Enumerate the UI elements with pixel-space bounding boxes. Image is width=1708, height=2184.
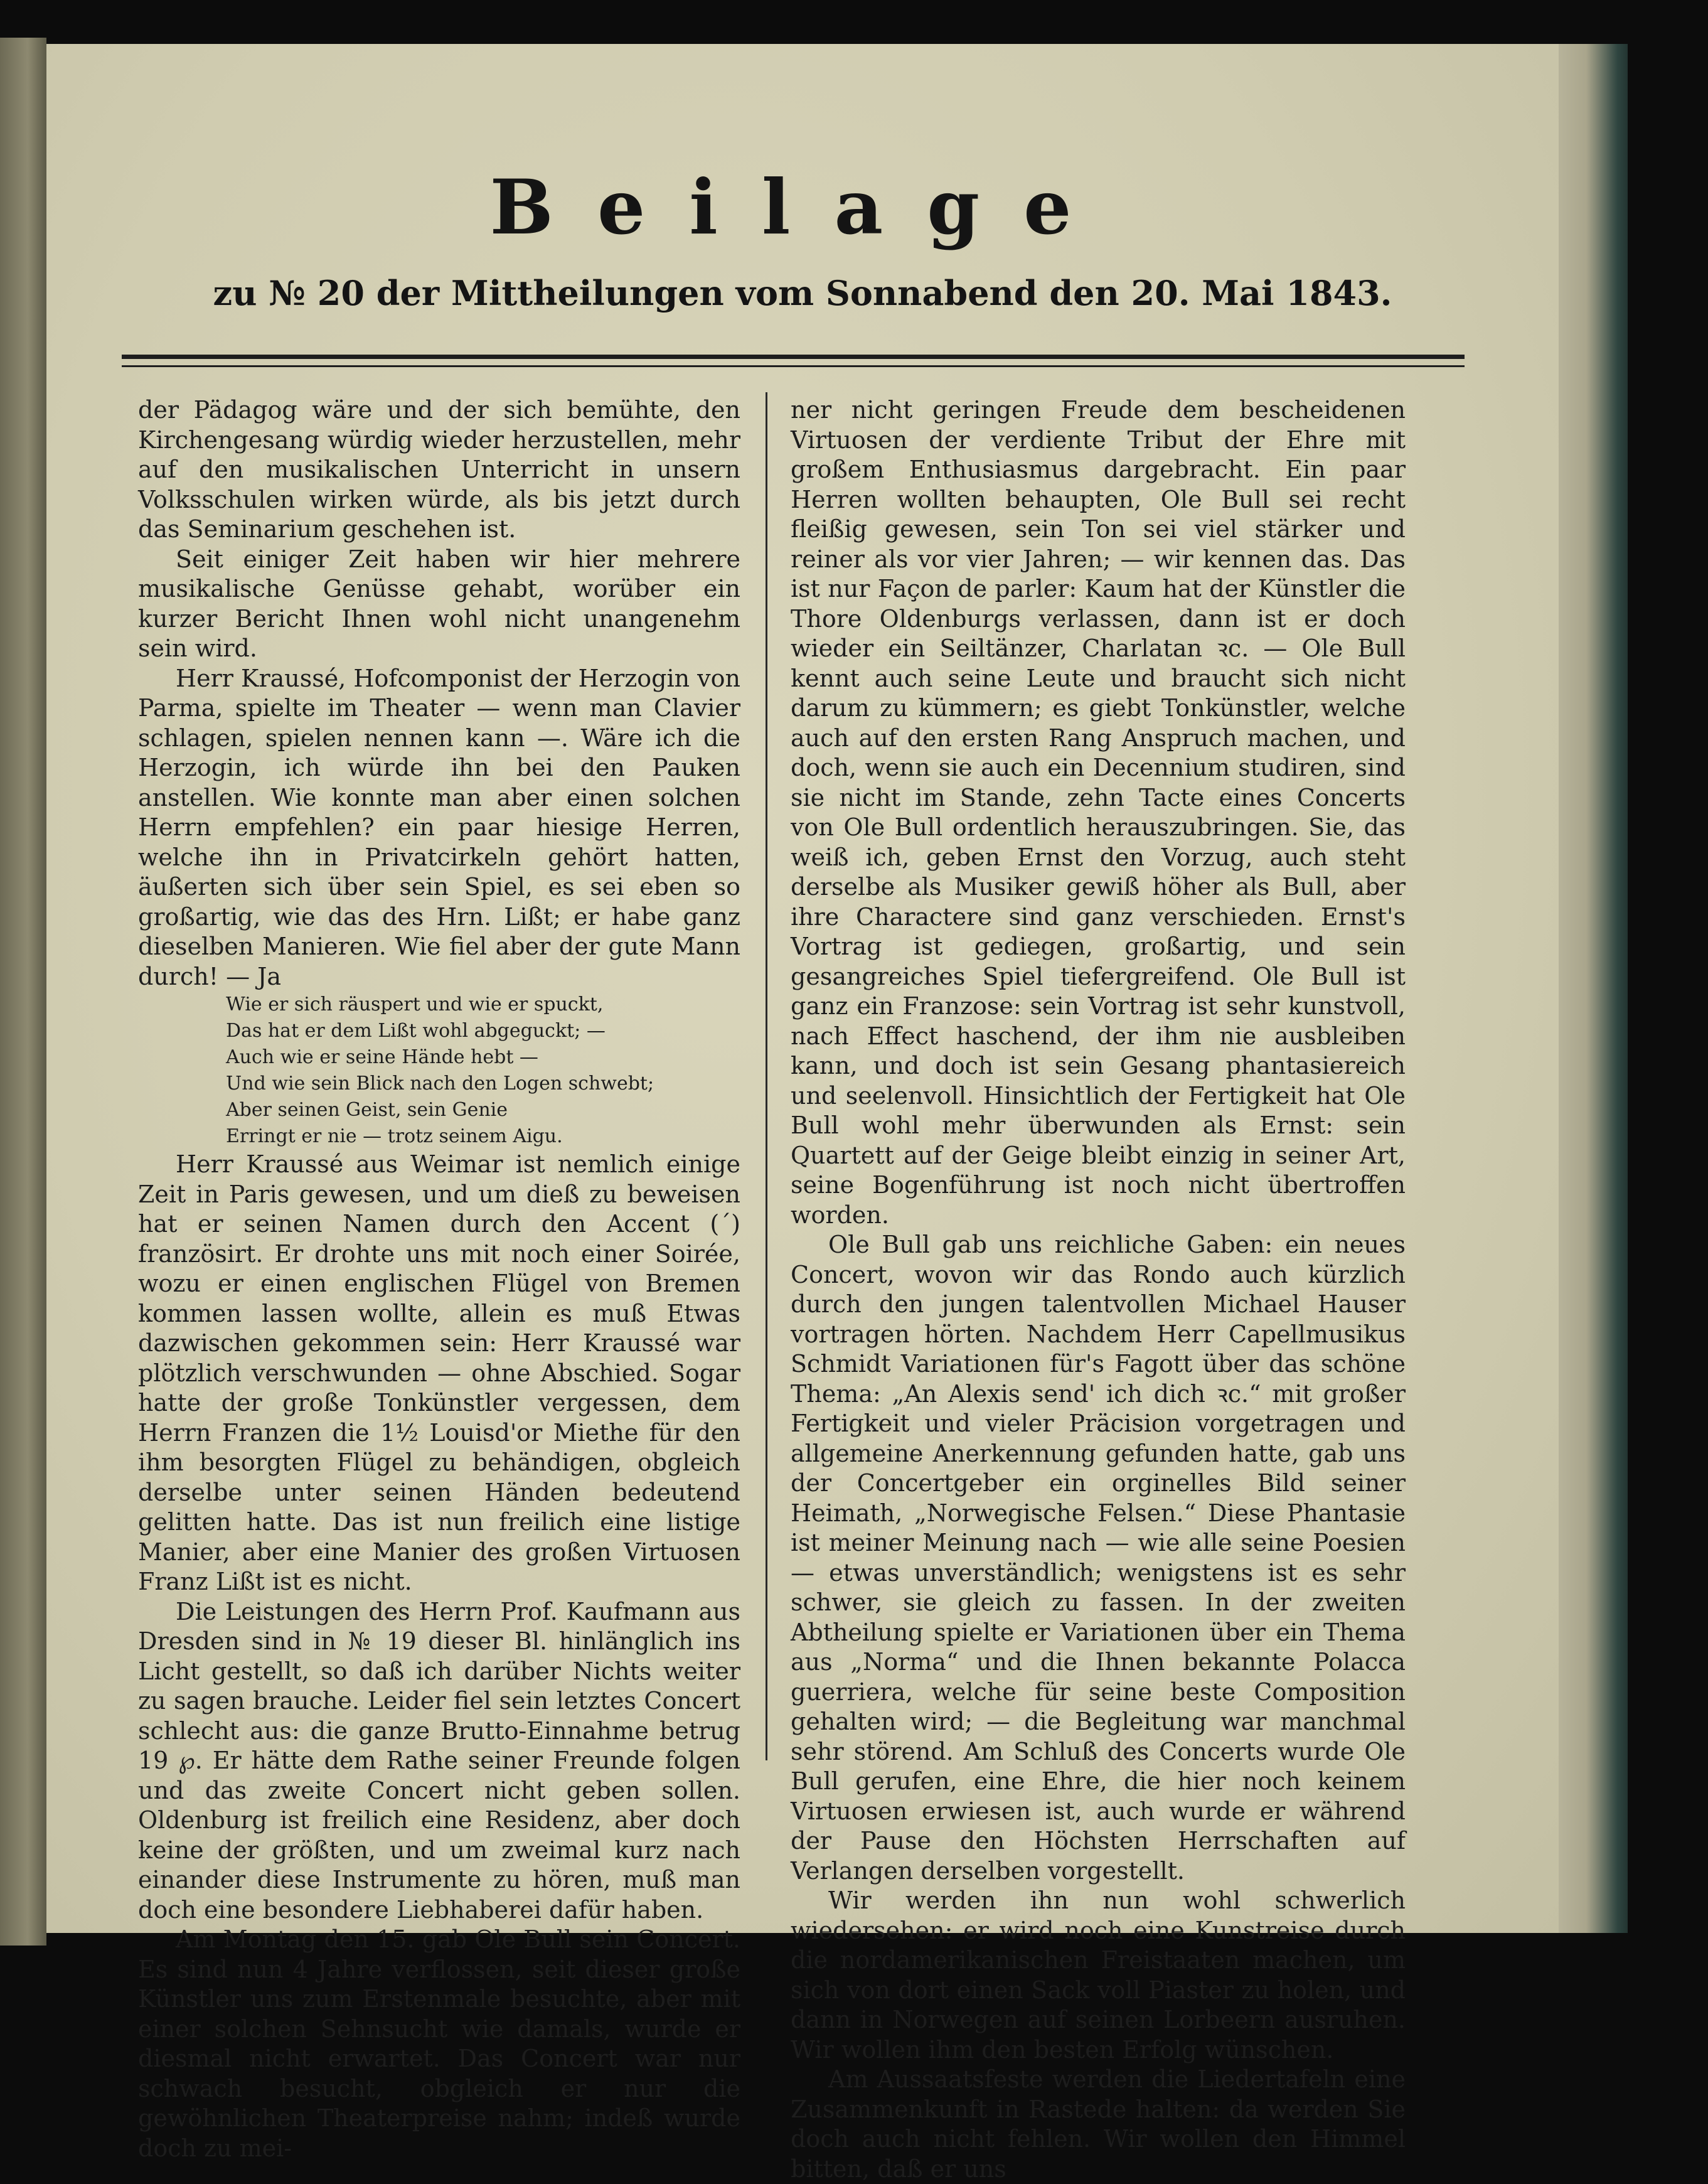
adjacent-page-edge xyxy=(0,38,46,1946)
poem-line: Auch wie er seine Hände hebt — xyxy=(226,1046,538,1068)
column-divider xyxy=(766,392,767,1760)
paragraph: ner nicht geringen Freude dem bescheidenen Virtuosen der verdiente Tribut der Ehre mit großem Enthusiasmus dargebracht. Ein paar Herren wollten behaupten, Ole Bull sei recht fleißig gewesen, sein Ton sei viel stärker und reiner als vor vier Jahren; — wir kennen das. Das ist nur Façon de parler: Kaum hat der Künstler die Thore Oldenburgs verlassen, dann ist er doch wieder ein Seiltänzer, Charlatan ꝛc. — Ole Bull kennt auch seine Leute und braucht sich nicht darum zu kümmern; es giebt Tonkünstler, welche auch auf den ersten Rang Anspruch machen, und doch, wenn sie auch ein Decennium studiren, sind sie nicht im Stande, zehn Tacte eines Concerts von Ole Bull ordentlich herauszubringen. Sie, das weiß ich, geben Ernst den Vorzug, auch steht derselbe als Musiker gewiß höher als Bull, aber ihre Charactere sind ganz verschieden. Ernst's Vortrag ist gediegen, großartig, und sein gesangreiches Spiel tiefergreifend. Ole Bull ist ganz ein Franzose: sein Vortrag ist sehr kunstvoll, nach Effect haschend, der ihm nie ausbleiben kann, und doch ist sein Gesang phantasiereich und seelenvoll. Hinsichtlich der Fertigkeit hat Ole Bull wohl mehr überwunden als Ernst: sein Quartett auf der Geige bleibt einzig in seiner Art, seine Bogenführung ist noch nicht übertroffen worden. xyxy=(791,396,1406,1229)
newspaper-page xyxy=(46,44,1559,2183)
paragraph: Herr Kraussé, Hofcomponist der Herzogin von Parma, spielte im Theater — wenn man Clavier schlagen, spielen nennen kann —. Wäre ich die Herzogin, ich würde ihn bei den Pauken anstellen. Wie konnte man aber einen solchen Herrn empfehlen? ein paar hiesige Herren, welche ihn in Privatcirkeln gehört hatten, äußerten sich über sein Spiel, es sei eben so großartig, wie das des Hrn. Lißt; er habe ganz dieselben Manieren. Wie fiel aber der gute Mann durch! — Ja xyxy=(138,664,740,990)
paragraph: Die Leistungen des Herrn Prof. Kaufmann aus Dresden sind in № 19 dieser Bl. hinlänglich ins Licht gestellt, so daß ich darüber Nichts weiter zu sagen brauche. Leider fiel sein letztes Concert schlecht aus: die ganze Brutto-Einnahme betrug 19 ℘. Er hätte dem Rathe seiner Freunde folgen und das zweite Concert nicht geben sollen. Oldenburg ist freilich eine Residenz, aber doch keine der größten, und um zweimal kurz nach einander diese Instrumente zu hören, muß man doch eine besondere Liebhaberei dafür haben. xyxy=(138,1597,740,1924)
right-column xyxy=(791,395,1406,2184)
poem-line: Das hat er dem Lißt wohl abgeguckt; — xyxy=(226,1020,606,1042)
poem-block xyxy=(138,992,740,1150)
paragraph: Wir werden ihn nun wohl schwerlich wiedersehen: er wird noch eine Kunstreise durch die nordamerikanischen Freistaaten machen, um sich von dort einen Sack voll Piaster zu holen, und dann in Norwegen auf seinen Lorbeern ausruhen. Wir wollen ihm den besten Erfolg wünschen. xyxy=(791,1887,1406,2064)
poem-line: Wie er sich räuspert und wie er spuckt, xyxy=(226,993,604,1015)
paragraph: Herr Kraussé aus Weimar ist nemlich einige Zeit in Paris gewesen, und um dieß zu beweisen hat er seinen Namen durch den Accent (´) französirt. Er drohte uns mit noch einer Soirée, wozu er einen englischen Flügel von Bremen kommen lassen wollte, allein es muß Etwas dazwischen gekommen sein: Herr Kraussé war plötzlich verschwunden — ohne Abschied. Sogar hatte der große Tonkünstler vergessen, dem Herrn Franzen die 1½ Louisd'or Miethe für den ihm besorgten Flügel zu behändigen, obgleich derselbe unter seinen Händen bedeutend gelitten hatte. Das ist nun freilich eine listige Manier, aber eine Manier des großen Virtuosen Franz Lißt ist es nicht. xyxy=(138,1150,740,1595)
poem-line: Aber seinen Geist, sein Genie xyxy=(226,1099,508,1121)
left-column xyxy=(138,395,740,2163)
paragraph: Seit einiger Zeit haben wir hier mehrere musikalische Genüsse gehabt, worüber ein kurzer Bericht Ihnen wohl nicht unangenehm sein wird. xyxy=(138,545,740,662)
paragraph: Am Aussaatsfeste werden die Liedertafeln eine Zusammenkunft in Rastede halten: da werden Sie doch auch nicht fehlen. Wir wollen den Himmel bitten, daß er uns xyxy=(791,2065,1406,2183)
masthead-title: Beilage xyxy=(489,163,1116,252)
masthead-rule-thick xyxy=(122,355,1465,359)
masthead-subtitle: zu № 20 der Mittheilungen vom Sonnabend den 20. Mai 1843. xyxy=(213,273,1392,313)
paragraph: der Pädagog wäre und der sich bemühte, den Kirchengesang würdig wieder herzustellen, mehr auf den musikalischen Unterricht in unsern Volksschulen wirken würde, als bis jetzt durch das Seminarium geschehen ist. xyxy=(138,396,740,543)
poem-line: Und wie sein Blick nach den Logen schwebt; xyxy=(226,1073,654,1095)
masthead-rule-thin xyxy=(122,365,1465,367)
paragraph: Am Montag den 15. gab Ole Bull sein Concert. Es sind nun 4 Jahre verflossen, seit dieser große Künstler uns zum Erstenmale besuchte, aber mit einer solchen Sehnsucht wie damals, wurde er diesmal nicht erwartet. Das Concert war nur schwach besucht, obgleich er nur die gewöhnlichen Theaterpreise nahm; indeß wurde doch zu mei- xyxy=(138,1925,740,2162)
paragraph: Ole Bull gab uns reichliche Gaben: ein neues Concert, wovon wir das Rondo auch kürzlich durch den jungen talentvollen Michael Hauser vortragen hörten. Nachdem Herr Capellmusikus Schmidt Variationen für's Fagott über das schöne Thema: „An Alexis send' ich dich ꝛc.“ mit großer Fertigkeit und vieler Präcision vorgetragen und allgemeine Anerkennung gefunden hatte, gab uns der Concertgeber ein orginelles Bild seiner Heimath, „Norwegische Felsen.“ Diese Phantasie ist meiner Meinung nach — wie alle seine Poesien — etwas unverständlich; wenigstens ist es sehr schwer, sie gleich zu fassen. In der zweiten Abtheilung spielte er Variationen über ein Thema aus „Norma“ und die Ihnen bekannte Polacca guerriera, welche für seine beste Composition gehalten wird; — die Begleitung war manchmal sehr störend. Am Schluß des Concerts wurde Ole Bull gerufen, eine Ehre, die hier noch keinem Virtuosen erwiesen ist, auch wurde er während der Pause den Höchsten Herrschaften auf Verlangen derselben vorgestellt. xyxy=(791,1231,1406,1885)
book-spine xyxy=(1559,44,1628,1933)
poem-line: Erringt er nie — trotz seinem Aigu. xyxy=(226,1125,563,1147)
